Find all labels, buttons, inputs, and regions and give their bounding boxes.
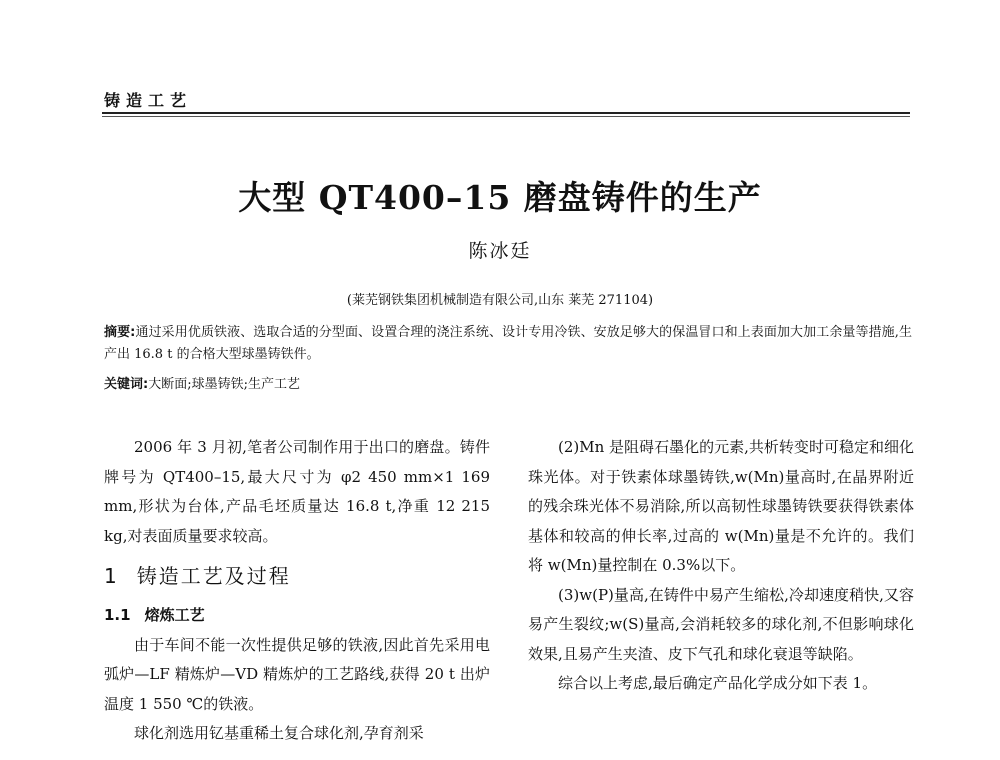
keywords	[104, 374, 912, 396]
keywords-label: 关键词:	[104, 377, 149, 392]
section-number: 1	[104, 564, 119, 588]
right-column	[528, 433, 914, 699]
conclusion-paragraph: 综合以上考虑,最后确定产品化学成分如下表 1。	[558, 674, 878, 692]
intro-paragraph: 2006 年 3 月初,笔者公司制作用于出口的磨盘。铸件牌号为 QT400–15,最大尺寸为 φ2 450 mm×1 169 mm,形状为台体,产品毛坯质量达 16.8 t,净重 12 215 kg,对表面质量要求较高。	[104, 438, 490, 545]
abstract	[104, 322, 912, 366]
section-title: 铸造工艺及过程	[136, 564, 291, 588]
p-s-paragraph: (3)w(P)量高,在铸件中易产生缩松,冷却速度稍快,又容易产生裂纹;w(S)量高,会消耗较多的球化剂,不但影响球化效果,且易产生夹渣、皮下气孔和球化衰退等缺陷。	[528, 585, 914, 663]
abstract-label: 摘要:	[104, 325, 136, 340]
subsection-number: 1.1	[104, 606, 131, 624]
smelting-paragraph: 由于车间不能一次性提供足够的铁液,因此首先采用电弧炉—LF 精炼炉—VD 精炼炉的工艺路线,获得 20 t 出炉温度 1 550 ℃的铁液。	[104, 635, 490, 713]
affiliation: (莱芜钢铁集团机械制造有限公司,山东 莱芜 271104)	[346, 293, 654, 308]
section-header: 铸造工艺	[104, 91, 193, 110]
abstract-text: 通过采用优质铁液、选取合适的分型面、设置合理的浇注系统、设计专用冷铁、安放足够大的保温冒口和上表面加大加工余量等措施,生产出 16.8 t 的合格大型球墨铸铁件。	[104, 325, 912, 362]
nodulizer-paragraph: 球化剂选用钇基重稀土复合球化剂,孕育剂采	[134, 724, 424, 742]
mn-paragraph: (2)Mn 是阻碍石墨化的元素,共析转变时可稳定和细化珠光体。对于铁素体球墨铸铁,w(Mn)量高时,在晶界附近的残余珠光体不易消除,所以高韧性球墨铸铁要获得铁素体基体和较高的伸长率,过高的 w(Mn)量是不允许的。我们将 w(Mn)量控制在 0.3%以下。	[528, 438, 914, 574]
paper-title: 大型 QT400–15 磨盘铸件的生产	[238, 178, 762, 217]
subsection-heading	[104, 601, 490, 631]
author: 陈冰廷	[468, 240, 532, 262]
header-rule	[102, 112, 910, 114]
header-rule-thin	[102, 116, 910, 117]
section-heading	[104, 561, 490, 591]
keywords-text: 大断面;球墨铸铁;生产工艺	[148, 377, 300, 392]
left-column	[104, 433, 490, 749]
subsection-title: 熔炼工艺	[144, 606, 205, 624]
